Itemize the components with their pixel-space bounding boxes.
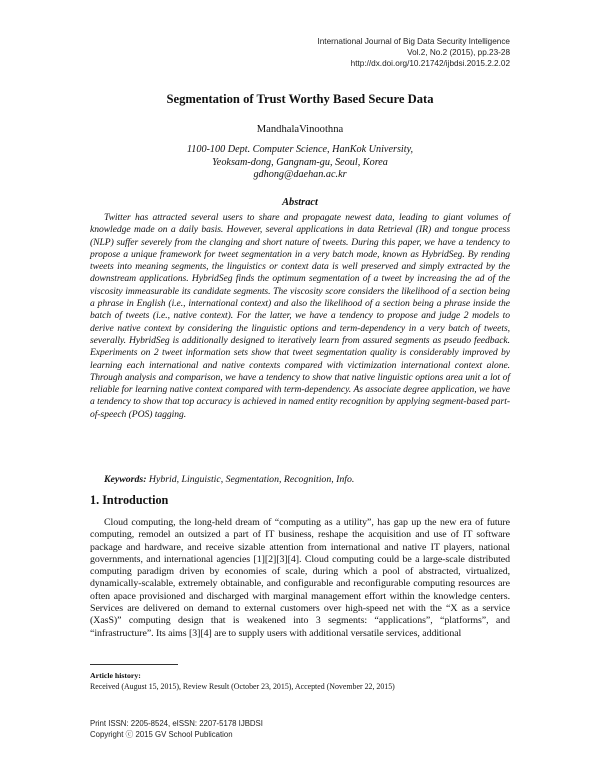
footer-issn: Print ISSN: 2205-8524, eISSN: 2207-5178 IJBDSI	[90, 719, 263, 728]
keywords	[104, 474, 514, 485]
keywords-label: Keywords:	[104, 474, 147, 485]
article-history-text: Received (August 15, 2015), Review Result (October 23, 2015), Accepted (November 22, 2015)	[90, 682, 395, 691]
author-name: MandhalaVinoothna	[256, 124, 344, 135]
journal-doi-link[interactable]: http://dx.doi.org/10.21742/ijbdsi.2015.2.2.02	[350, 59, 510, 68]
journal-header	[210, 36, 510, 69]
keywords-text: Hybrid, Linguistic, Segmentation, Recognition, Info.	[148, 474, 355, 485]
footnote-divider	[90, 664, 178, 665]
introduction-text: Cloud computing, the long-held dream of “computing as a utility”, has gap up the new era of future computing, remodel an outsized a part of IT business, reshape the acquisition and use of IT software package and hardware, and receive sizable attention from international and native IT players, national governments, and international agencies [1][2][3][4]. Cloud computing could be a large-scale distributed computing paradigm driven by economies of scale, during which a pool of abstracted, virtualized, dynamically-scalable, extremely obtainable, and configurable and reconfigurable computing resources are often apace provisioned and discharged with marginal management effort within the knowledge centers. Services are delivered on demand to external customers over high-speed net with the “X as a service (XasS)” computing design that is weakened into 3 segments: “applications”, “platforms”, and “infrastructure”. Its aims [3][4] are to supply users with additional versatile services, additional	[90, 517, 510, 639]
abstract-text: Twitter has attracted several users to share and propagate newest data, leading to giant volumes of knowledge made on a daily basis. However, several applications in data Retrieval (IR) and tongue process (NLP) suffer severely from the clanging and short nature of tweets. During this paper, we have a tendency to propose a unique framework for tweet segmentation in a very batch mode, known as HybridSeg. By rending tweets into meaning segments, the linguistics or context data is well preserved and simply extracted by the downstream applications. HybridSeg finds the optimum segmentation of a tweet by increasing the ad of the viscosity immeasurable its candidate segments. The viscosity score considers the likelihood of a section being a phrase in English (i.e., international context) and also the likelihood of a section being a phrase inside the batch of tweets (i.e., native context). For the latter, we have a tendency to propose and judge 2 models to derive native context by considering the linguistic options and term-dependency in a very batch of tweets, severally. HybridSeg is additionally designed to iteratively learn from assured segments as pseudo feedback. Experiments on 2 tweet information sets show that tweet segmentation quality is considerably improved by learning each international and native contexts compared with victimization international context alone. Through analysis and comparison, we have a tendency to show that native linguistic options area unit a lot of reliable for learning native context compared with term-dependency. As associate degree application, we have a tendency to show that top accuracy is achieved in named entity recognition by applying segment-based part-of-speech (POS) tagging.	[90, 212, 510, 420]
journal-name: International Journal of Big Data Security Intelligence	[317, 37, 510, 46]
footer-copyright: Copyright ⓒ 2015 GV School Publication	[90, 730, 233, 740]
journal-volume: Vol.2, No.2 (2015), pp.23-28	[407, 48, 510, 57]
author-affiliation	[0, 144, 600, 182]
paper-title: Segmentation of Trust Worthy Based Secure Data	[166, 92, 434, 106]
section-heading-introduction: 1. Introduction	[90, 493, 169, 507]
article-history-heading: Article history:	[90, 671, 141, 680]
page-footer	[90, 718, 263, 741]
abstract-heading: Abstract	[282, 197, 318, 208]
affiliation-line-2: Yeoksam-dong, Gangnam-gu, Seoul, Korea	[212, 156, 388, 168]
affiliation-line-1: 1100-100 Dept. Computer Science, HanKok University,	[186, 144, 414, 155]
author-email[interactable]: gdhong@daehan.ac.kr	[253, 169, 347, 181]
